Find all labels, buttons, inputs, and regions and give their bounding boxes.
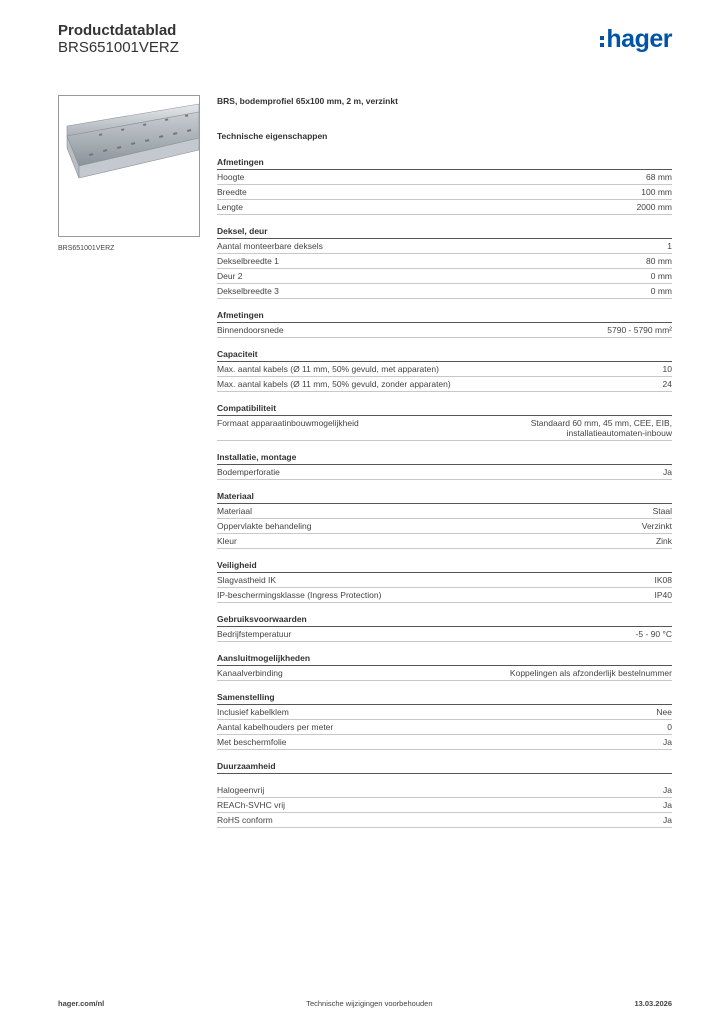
spec-label: Kanaalverbinding xyxy=(217,668,283,678)
spec-value: IP40 xyxy=(654,590,672,600)
spec-row xyxy=(217,798,672,813)
spec-row xyxy=(217,239,672,254)
spec-label: Deur 2 xyxy=(217,271,243,281)
spec-label: Slagvastheid IK xyxy=(217,575,277,585)
spec-label: Breedte xyxy=(217,187,247,197)
cable-trunking-illustration xyxy=(59,96,199,236)
product-image-caption: BRS651001VERZ xyxy=(58,245,115,252)
page-header xyxy=(58,22,672,62)
spec-group-title: Samenstelling xyxy=(217,692,672,705)
spec-row xyxy=(217,783,672,798)
spec-group-title: Afmetingen xyxy=(217,157,672,170)
spec-value: 0 xyxy=(667,722,672,732)
spec-row xyxy=(217,705,672,720)
spec-label: Bodemperforatie xyxy=(217,467,280,477)
spec-label: Kleur xyxy=(217,536,237,546)
spec-group xyxy=(217,692,672,750)
spec-value: 24 xyxy=(662,379,672,389)
spec-group xyxy=(217,560,672,603)
spec-row xyxy=(217,735,672,750)
document-title: Productdatablad xyxy=(58,22,177,39)
spec-value: 1 xyxy=(667,241,672,251)
spec-value: Nee xyxy=(656,707,672,717)
spec-row xyxy=(217,269,672,284)
spec-row xyxy=(217,627,672,642)
spec-row xyxy=(217,534,672,549)
product-image xyxy=(58,95,200,237)
spec-label: Aantal monteerbare deksels xyxy=(217,241,323,251)
hager-logo xyxy=(600,27,672,52)
spec-row xyxy=(217,254,672,269)
spec-value: 5790 - 5790 mm² xyxy=(607,325,672,335)
spec-value: Ja xyxy=(663,800,672,810)
spec-group-title: Compatibiliteit xyxy=(217,403,672,416)
spec-label: Bedrijfstemperatuur xyxy=(217,629,292,639)
spec-value: 80 mm xyxy=(646,256,672,266)
product-description: BRS, bodemprofiel 65x100 mm, 2 m, verzinkt xyxy=(217,96,398,106)
spec-label: Oppervlakte behandeling xyxy=(217,521,312,531)
spec-row xyxy=(217,377,672,392)
spec-group-title: Duurzaamheid xyxy=(217,761,672,774)
spec-group xyxy=(217,403,672,441)
spec-row xyxy=(217,813,672,828)
spec-label: Lengte xyxy=(217,202,243,212)
logo-dots-icon xyxy=(600,36,604,47)
footer-notice: Technische wijzigingen voorbehouden xyxy=(306,999,433,1008)
spec-value: 0 mm xyxy=(650,271,672,281)
spec-label: Halogeenvrij xyxy=(217,785,265,795)
spec-value: 2000 mm xyxy=(636,202,672,212)
spec-row xyxy=(217,200,672,215)
spec-value: Ja xyxy=(663,737,672,747)
spec-label: Dekselbreedte 1 xyxy=(217,256,279,266)
product-code: BRS651001VERZ xyxy=(58,39,179,56)
spec-group-title: Veiligheid xyxy=(217,560,672,573)
spec-value: -5 - 90 °C xyxy=(635,629,672,639)
spec-label: Aantal kabelhouders per meter xyxy=(217,722,334,732)
spec-label: Met beschermfolie xyxy=(217,737,287,747)
spec-row xyxy=(217,416,672,441)
spec-group xyxy=(217,226,672,299)
spec-value: 10 xyxy=(662,364,672,374)
spec-group xyxy=(217,653,672,681)
spec-label: Formaat apparaatinbouwmogelijkheid xyxy=(217,418,359,428)
spec-value: Standaard 60 mm, 45 mm, CEE, EIB, installatieautomaten-inbouw xyxy=(530,418,672,438)
spec-group-title: Afmetingen xyxy=(217,310,672,323)
spec-value: 68 mm xyxy=(646,172,672,182)
footer-date: 13.03.2026 xyxy=(634,999,672,1008)
spec-row xyxy=(217,666,672,681)
spec-value: 0 mm xyxy=(650,286,672,296)
spec-value: Ja xyxy=(663,785,672,795)
spec-label: Hoogte xyxy=(217,172,245,182)
spec-group-title: Capaciteit xyxy=(217,349,672,362)
spec-group-title: Deksel, deur xyxy=(217,226,672,239)
spec-label: RoHS conform xyxy=(217,815,273,825)
product-specifications xyxy=(217,96,672,839)
section-title: Technische eigenschappen xyxy=(217,131,328,141)
spec-row xyxy=(217,519,672,534)
spec-group xyxy=(217,310,672,338)
spec-label: Materiaal xyxy=(217,506,252,516)
spec-row xyxy=(217,465,672,480)
spec-value: IK08 xyxy=(654,575,672,585)
spec-label: REACh-SVHC vrij xyxy=(217,800,286,810)
spec-label: Max. aantal kabels (Ø 11 mm, 50% gevuld, zonder apparaten) xyxy=(217,379,451,389)
spec-row xyxy=(217,323,672,338)
logo-text: hager xyxy=(606,25,672,53)
spec-row xyxy=(217,170,672,185)
footer-website: hager.com/nl xyxy=(58,999,105,1008)
spec-row xyxy=(217,504,672,519)
spec-row xyxy=(217,284,672,299)
spec-group xyxy=(217,761,672,828)
spec-value: Ja xyxy=(663,815,672,825)
spec-row xyxy=(217,588,672,603)
spec-group xyxy=(217,452,672,480)
spec-value: Ja xyxy=(663,467,672,477)
spec-value: Koppelingen als afzonderlijk bestelnummer xyxy=(509,668,672,678)
spec-group xyxy=(217,157,672,215)
spec-value: Verzinkt xyxy=(641,521,672,531)
spec-row xyxy=(217,573,672,588)
spec-group-title: Gebruiksvoorwaarden xyxy=(217,614,672,627)
spec-group-title: Materiaal xyxy=(217,491,672,504)
spec-label: Binnendoorsnede xyxy=(217,325,284,335)
spec-label: IP-beschermingsklasse (Ingress Protection) xyxy=(217,590,382,600)
spec-row xyxy=(217,185,672,200)
spec-label: Max. aantal kabels (Ø 11 mm, 50% gevuld, met apparaten) xyxy=(217,364,439,374)
page-footer xyxy=(58,999,672,1008)
spec-row xyxy=(217,720,672,735)
spec-value: Zink xyxy=(655,536,672,546)
spec-value: Staal xyxy=(652,506,672,516)
spec-group xyxy=(217,349,672,392)
spec-groups xyxy=(217,157,672,828)
spec-value: 100 mm xyxy=(641,187,672,197)
spec-group xyxy=(217,614,672,642)
spec-label: Inclusief kabelklem xyxy=(217,707,289,717)
spec-label: Dekselbreedte 3 xyxy=(217,286,279,296)
spec-group-title: Aansluitmogelijkheden xyxy=(217,653,672,666)
spec-group xyxy=(217,491,672,549)
spec-group-title: Installatie, montage xyxy=(217,452,672,465)
spec-row xyxy=(217,362,672,377)
